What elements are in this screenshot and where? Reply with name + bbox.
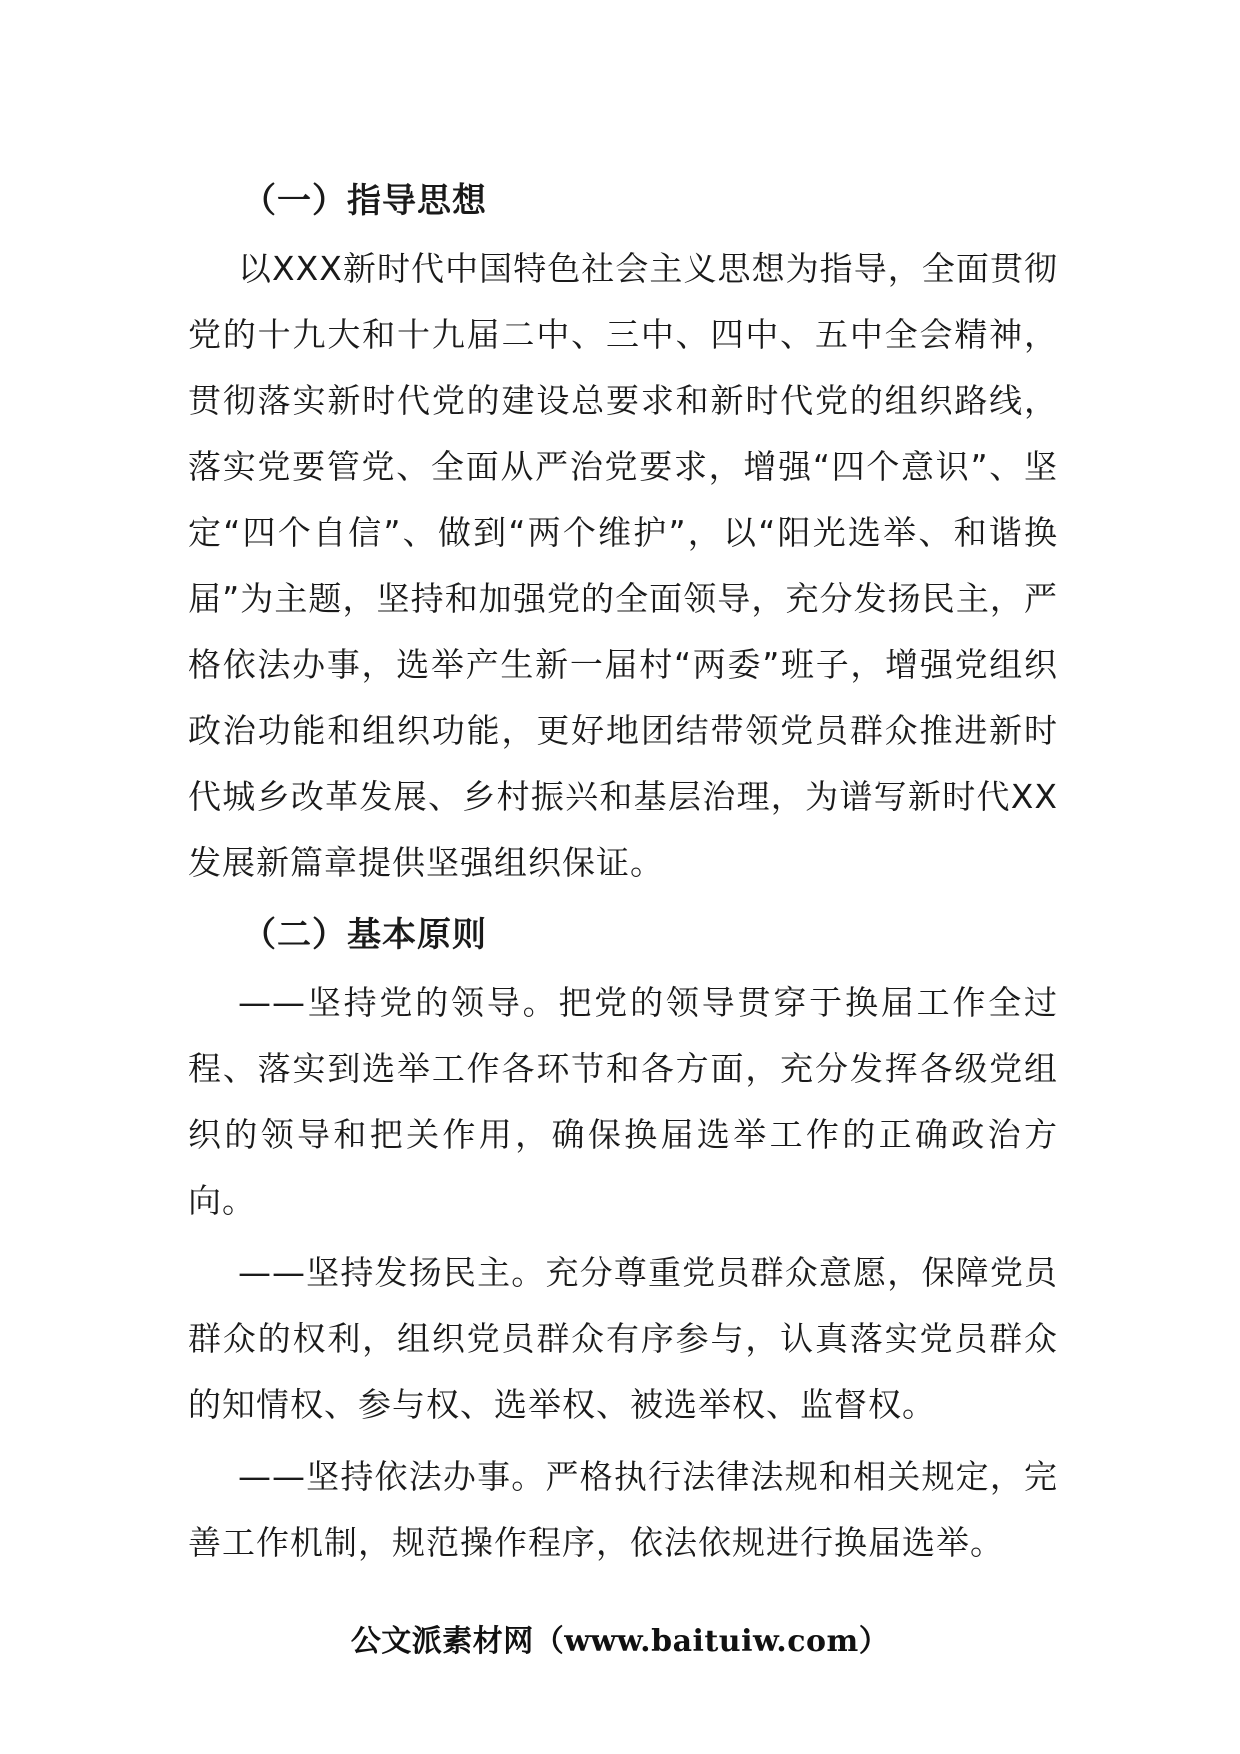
section-heading-basic-principles: （二）基本原则: [242, 915, 487, 955]
principle-paragraph-democracy: ——坚持发扬民主。充分尊重党员群众意愿，保障党员群众的权利，组织党员群众有序参与，认真落实党员群众的知情权、参与权、选举权、被选举权、监督权。: [188, 1253, 1058, 1424]
principle-paragraph-party-leadership: ——坚持党的领导。把党的领导贯穿于换届工作全过程、落实到选举工作各环节和各方面，充分发挥各级党组织的领导和把关作用，确保换届选举工作的正确政治方向。: [188, 983, 1058, 1220]
principle-paragraph-rule-of-law: ——坚持依法办事。严格执行法律法规和相关规定，完善工作机制，规范操作程序，依法依规进行换届选举。: [188, 1457, 1058, 1562]
document-page: [188, 168, 1058, 1576]
section-heading-guiding-ideology: （一）指导思想: [242, 181, 487, 221]
guiding-ideology-paragraph: 以XXX新时代中国特色社会主义思想为指导，全面贯彻党的十九大和十九届二中、三中、四中、五中全会精神，贯彻落实新时代党的建设总要求和新时代党的组织路线，落实党要管党、全面从严治党要求，增强“四个意识”、坚定“四个自信”、做到“两个维护”，以“阳光选举、和谐换届”为主题，坚持和加强党的全面领导，充分发扬民主，严格依法办事，选举产生新一届村“两委”班子，增强党组织政治功能和组织功能，更好地团结带领党员群众推进新时代城乡改革发展、乡村振兴和基层治理，为谱写新时代XX发展新篇章提供坚强组织保证。: [188, 249, 1058, 882]
footer-watermark: 公文派素材网（www.baituiw.com）: [350, 1624, 890, 1659]
